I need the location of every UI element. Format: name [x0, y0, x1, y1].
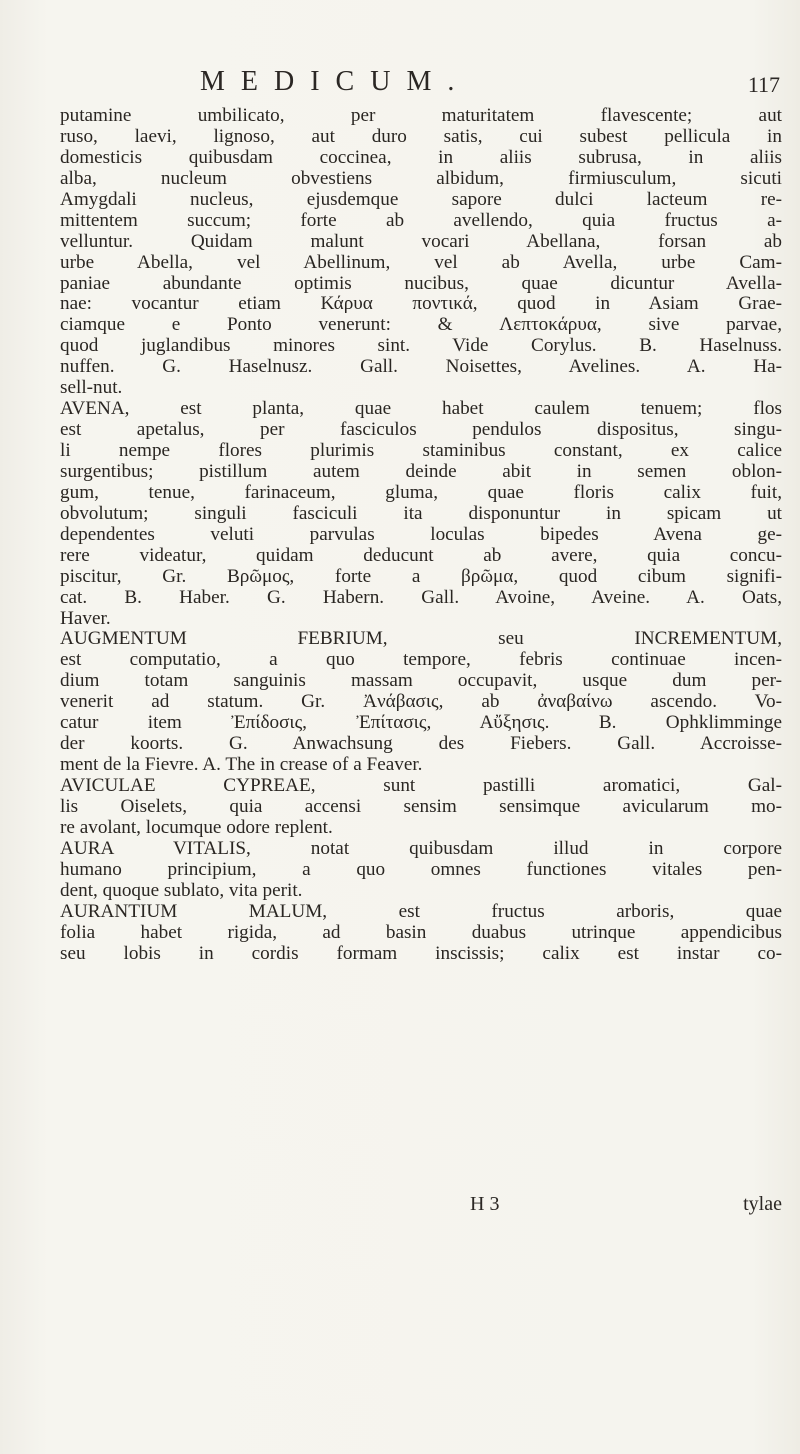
text-line: nuffen. G. Haselnusz. Gall. Noisettes, Avelines. A. Ha-	[60, 357, 782, 378]
text-line: AURA VITALIS, notat quibusdam illud in corpore	[60, 838, 782, 859]
text-line: AVICULAE CYPREAE, sunt pastilli aromatici, Gal-	[60, 776, 782, 796]
text-line: nae: vocantur etiam Κάρυα ποντικά, quod in Asiam Grae-	[60, 294, 782, 315]
text-line: ciamque e Ponto venerunt: & Λεπτοκάρυα, sive parvae,	[60, 315, 782, 336]
text-line: est computatio, a quo tempore, febris continuae incen-	[60, 650, 782, 671]
text-line: velluntur. Quidam malunt vocari Abellana, forsan ab	[60, 231, 782, 252]
text-line: surgentibus; pistillum autem deinde abit in semen oblon-	[60, 461, 782, 482]
text-line: seu lobis in cordis formam inscissis; calix est instar co-	[60, 943, 782, 964]
catchword: tylae	[743, 1193, 782, 1215]
text-line: AUGMENTUM FEBRIUM, seu INCREMENTUM,	[60, 629, 782, 650]
text-line: AURANTIUM MALUM, est fructus arboris, quae	[60, 901, 782, 922]
text-line: folia habet rigida, ad basin duabus utrinque appendicibus	[60, 922, 782, 943]
text-line: ment de la Fievre. A. The in crease of a Feaver.	[60, 755, 423, 776]
text-line: der koorts. G. Anwachsung des Fiebers. Gall. Accroisse-	[60, 734, 782, 755]
text-line: gum, tenue, farinaceum, gluma, quae floris calix fuit,	[60, 482, 782, 503]
text-line: est apetalus, per fasciculos pendulos dispositus, singu-	[60, 420, 782, 441]
page-footer	[60, 1193, 782, 1217]
signature-mark: H 3	[470, 1193, 500, 1215]
text-line: lis Oiselets, quia accensi sensim sensimque avicularum mo-	[60, 796, 782, 817]
text-line: piscitur, Gr. Βρῶμος, forte a βρῶμα, quod cibum signifi-	[60, 566, 782, 587]
text-line: mittentem succum; forte ab avellendo, quia fructus a-	[60, 210, 782, 231]
text-line: Haver.	[60, 608, 111, 629]
text-line: catur item Ἐπίδοσις, Ἐπίτασις, Αὔξησις. B. Ophklimminge	[60, 713, 782, 734]
text-line: domesticis quibusdam coccinea, in aliis subrusa, in aliis	[60, 147, 782, 168]
text-line: dium totam sanguinis massam occupavit, usque dum per-	[60, 671, 782, 692]
text-line: AVENA, est planta, quae habet caulem tenuem; flos	[60, 399, 782, 420]
text-line: dent, quoque sublato, vita perit.	[60, 880, 303, 901]
text-line: obvolutum; singuli fasciculi ita disponuntur in spicam ut	[60, 503, 782, 524]
text-line: ruso, laevi, lignoso, aut duro satis, cui subest pellicula in	[60, 126, 782, 147]
text-line: dependentes veluti parvulas loculas bipedes Avena ge-	[60, 524, 782, 545]
text-line: paniae abundante optimis nucibus, quae dicuntur Avella-	[60, 273, 782, 294]
text-line: quod juglandibus minores sint. Vide Corylus. B. Haselnuss.	[60, 336, 782, 357]
text-line: alba, nucleum obvestiens albidum, firmiusculum, sicuti	[60, 168, 782, 189]
text-line: sell-nut.	[60, 378, 123, 399]
running-title: MEDICUM.	[200, 66, 471, 97]
text-line: li nempe flores plurimis staminibus constant, ex calice	[60, 441, 782, 461]
text-line: humano principium, a quo omnes functiones vitales pen-	[60, 859, 782, 880]
text-line: re avolant, locumque odore replent.	[60, 817, 333, 838]
text-line: urbe Abella, vel Abellinum, vel ab Avella, urbe Cam-	[60, 252, 782, 273]
text-line: Amygdali nucleus, ejusdemque sapore dulci lacteum re-	[60, 189, 782, 210]
page-number: 117	[747, 72, 780, 97]
body-text	[60, 106, 782, 964]
text-line: putamine umbilicato, per maturitatem flavescente; aut	[60, 106, 782, 126]
page-header	[60, 66, 780, 102]
text-line: venerit ad statum. Gr. Ἀνάβασις, ab ἀναβαίνω ascendo. Vo-	[60, 692, 782, 713]
text-line: rere videatur, quidam deducunt ab avere, quia concu-	[60, 545, 782, 566]
text-line: cat. B. Haber. G. Habern. Gall. Avoine, Aveine. A. Oats,	[60, 587, 782, 608]
